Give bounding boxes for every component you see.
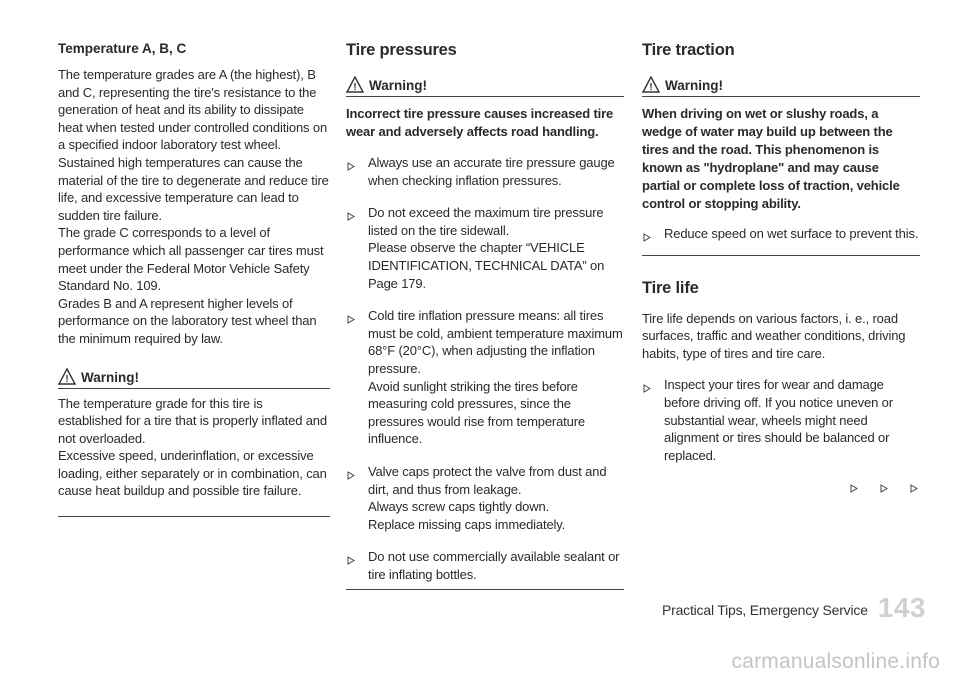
bullet-triangle-icon <box>347 552 355 570</box>
warning-text: Excessive speed, underinflation, or excessive loading, either separately or in combination, can cause heat buildup and possible tire failure. <box>58 448 327 499</box>
column-tire-pressures <box>346 40 624 590</box>
paragraph: Tire life depends on various factors, i. e., road surfaces, traffic and weather conditions, driving habits, type of tires and tire care. <box>642 310 906 361</box>
divider <box>58 516 330 517</box>
warning-label: Warning! <box>665 78 723 93</box>
divider <box>346 589 624 590</box>
continued-marks <box>642 480 920 498</box>
warning-text: The temperature grade for this tire is established for a tire that is properly inflated and not overloaded. <box>58 395 327 446</box>
heading-temperature: Temperature A, B, C <box>58 41 187 56</box>
list-item <box>346 548 624 583</box>
heading-tire-pressures: Tire pressures <box>346 41 457 59</box>
list-text: Always use an accurate tire pressure gauge when checking inflation pressures. <box>368 155 615 188</box>
paragraph: The temperature grades are A (the highest), B and C, representing the tire's resistance to the generation of heat and its ability to dissipate heat when tested under controlled conditions on a specified indoor laboratory test wheel. <box>58 67 328 153</box>
list-text: Always screw caps tightly down. <box>368 499 550 515</box>
warning-triangle-icon <box>58 368 76 385</box>
continued-arrow-icon <box>910 480 918 498</box>
paragraph: The grade C corresponds to a level of performance which all passenger car tires must meet under the Federal Motor Vehicle Safety Standard No. 109. <box>58 225 324 294</box>
svg-text:!: ! <box>649 82 653 93</box>
page-footer <box>646 594 926 622</box>
page-number: 143 <box>877 592 926 623</box>
list-text: Inspect your tires for wear and damage before driving off. If you notice uneven or substantial wear, wheels might need alignment or tires should be balanced or replaced. <box>664 377 893 463</box>
list-item <box>642 376 920 464</box>
heading-tire-traction: Tire traction <box>642 41 735 59</box>
divider <box>642 255 920 256</box>
bullet-triangle-icon <box>347 208 355 226</box>
list-item <box>346 204 624 292</box>
paragraph: Grades B and A represent higher levels of performance on the laboratory test wheel than the minimum required by law. <box>58 295 317 346</box>
list-item <box>346 154 624 189</box>
list-item <box>346 463 624 533</box>
warning-text: When driving on wet or slushy roads, a wedge of water may build up between the tires and the road. This phenomenon is known as "hydroplane" and may cause partial or complete loss of traction, vehicle control or stopping ability. <box>642 106 900 211</box>
warning-triangle-icon <box>346 76 364 93</box>
warning-triangle-icon <box>642 76 660 93</box>
heading-tire-life: Tire life <box>642 278 699 297</box>
column-tire-traction <box>642 40 920 498</box>
warning-label: Warning! <box>81 369 139 385</box>
warning-header <box>346 76 624 97</box>
bullet-triangle-icon <box>347 311 355 329</box>
bullet-triangle-icon <box>643 229 651 247</box>
warning-header <box>642 76 920 97</box>
section-title: Practical Tips, Emergency Service <box>661 602 868 618</box>
watermark: carmanualsonline.info <box>731 650 940 673</box>
list-item <box>346 307 624 448</box>
svg-text:!: ! <box>353 82 357 93</box>
list-text: Do not exceed the maximum tire pressure listed on the tire sidewall. <box>368 205 604 238</box>
column-temperature <box>58 40 330 517</box>
list-text: Please observe the chapter “VEHICLE IDENTIFICATION, TECHNICAL DATA” on Page 179. <box>368 240 605 291</box>
list-text: Replace missing caps immediately. <box>368 516 566 532</box>
bullet-triangle-icon <box>347 467 355 485</box>
list-text: Cold tire inflation pressure means: all tires must be cold, ambient temperature maximum 68°F (20°C), when adjusting the inflation pressure. <box>368 308 623 376</box>
paragraph: Sustained high temperatures can cause the material of the tire to degenerate and reduce tire life, and excessive temperature can lead to sudden tire failure. <box>58 154 329 223</box>
list-text: Valve caps protect the valve from dust and dirt, and thus from leakage. <box>368 463 607 497</box>
warning-label: Warning! <box>369 78 427 93</box>
list-item <box>642 225 920 243</box>
list-text: Avoid sunlight striking the tires before measuring cold pressures, since the pressures would rise from temperature influence. <box>368 378 585 447</box>
bullet-triangle-icon <box>643 380 651 398</box>
warning-text: Incorrect tire pressure causes increased tire wear and adversely affects road handling. <box>346 106 614 139</box>
continued-arrow-icon <box>880 480 888 498</box>
list-text: Do not use commercially available sealant or tire inflating bottles. <box>368 549 620 582</box>
bullet-triangle-icon <box>347 158 355 176</box>
continued-arrow-icon <box>850 480 858 498</box>
svg-text:!: ! <box>65 373 69 385</box>
list-text: Reduce speed on wet surface to prevent this. <box>664 226 919 241</box>
warning-header <box>58 368 330 389</box>
